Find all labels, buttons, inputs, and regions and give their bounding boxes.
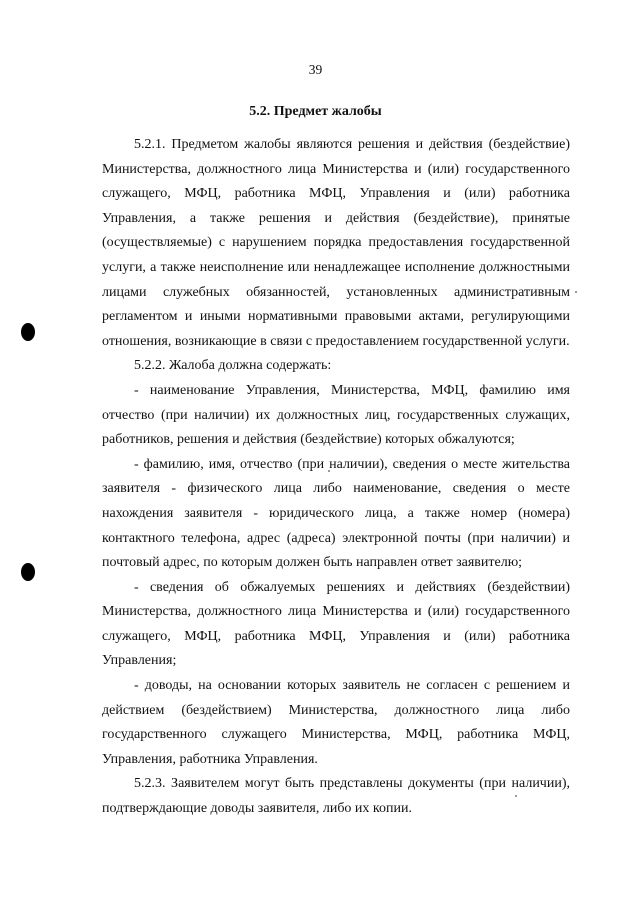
text-line: подтверждающие доводы заявителя, либо их копии. — [102, 801, 412, 817]
text-line: Управления, работника Управления. — [102, 751, 318, 767]
list-item-names — [102, 379, 570, 453]
text-line: - фамилию, имя, отчество (при наличии), сведения о месте жительства — [134, 456, 570, 472]
text-line: 5.2.3. Заявителем могут быть представлены документы (при наличии), — [134, 776, 570, 792]
text-line: услуги, а также неисполнение или ненадлежащее исполнение должностными — [102, 259, 570, 275]
text-line: - наименование Управления, Министерства, МФЦ, фамилию имя — [134, 382, 570, 398]
text-line: (осуществляемые) с нарушением порядка предоставления государственной — [102, 235, 570, 251]
text-line: Министерства, должностного лица Министерства и (или) государственного — [102, 604, 570, 620]
paragraph-5-2-1 — [102, 133, 570, 354]
paragraph-5-2-2 — [102, 354, 570, 379]
text-line: действием (бездействием) Министерства, должностного лица либо — [102, 702, 570, 718]
text-line: служащего, МФЦ, работника МФЦ, Управления и (или) работника — [102, 186, 570, 202]
text-line: Управления; — [102, 653, 177, 669]
text-line: регламентом и иными нормативными правовыми актами, регулирующими — [102, 309, 570, 325]
list-item-arguments — [102, 674, 570, 772]
punch-hole-mark — [21, 323, 35, 341]
text-line: государственного служащего Министерства, МФЦ, работника МФЦ, — [102, 727, 570, 743]
text-line: нахождения заявителя - юридического лица, а также номер (номера) — [102, 505, 570, 521]
list-item-appealed-decisions — [102, 576, 570, 674]
paragraph-5-2-3 — [102, 772, 570, 821]
text-line: Министерства, должностного лица Министерства и (или) государственного — [102, 161, 570, 177]
text-line: - сведения об обжалуемых решениях и действиях (бездействии) — [134, 579, 570, 595]
punch-hole-mark — [21, 563, 35, 581]
text-line: почтовый адрес, по которым должен быть направлен ответ заявителю; — [102, 555, 523, 571]
text-line: заявителя - физического лица либо наименование, сведения о месте — [102, 481, 570, 497]
text-line: 5.2.1. Предметом жалобы являются решения и действия (бездействие) — [134, 137, 570, 152]
text-line: работников, решения и действия (бездействие) которых обжалуются; — [102, 432, 515, 448]
text-line: - доводы, на основании которых заявитель не согласен с решением и — [134, 678, 570, 694]
text-line: отчество (при наличии) их должностных лиц, государственных служащих, — [102, 407, 570, 423]
list-item-applicant-details — [102, 453, 570, 576]
section-heading: 5.2. Предмет жалобы — [249, 104, 382, 119]
page-number: 39 — [308, 62, 323, 77]
scan-speck — [575, 291, 577, 293]
text-line: отношения, возникающие в связи с предоставлением государственной услуги. — [102, 333, 570, 349]
text-line: 5.2.2. Жалоба должна содержать: — [134, 358, 332, 374]
text-line: лицами служебных обязанностей, установленных административным — [102, 284, 570, 300]
document-body — [102, 133, 570, 822]
text-line: контактного телефона, адрес (адреса) электронной почты (при наличии) и — [102, 530, 570, 546]
text-line: служащего, МФЦ, работника МФЦ, Управления и (или) работника — [102, 628, 570, 644]
text-line: Управления, а также решения и действия (бездействие), принятые — [102, 210, 570, 226]
